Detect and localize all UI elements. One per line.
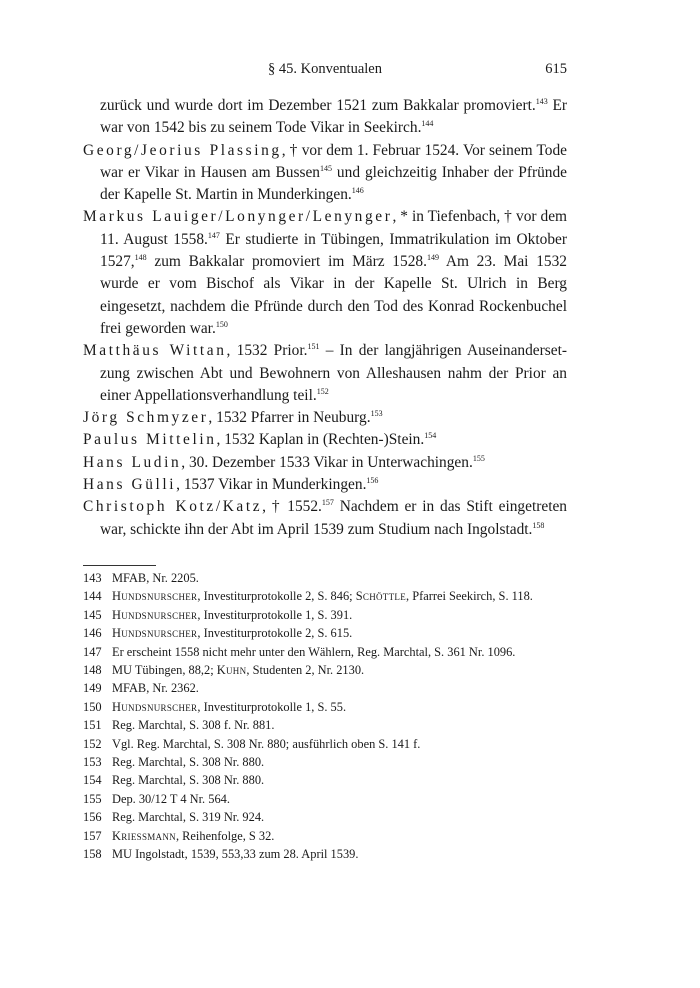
running-header <box>83 61 567 81</box>
footnote-reference: 149 <box>426 253 439 263</box>
entry-text: , 1532 Prior. <box>226 342 308 360</box>
footnote <box>83 790 567 808</box>
footnote-number: 154 <box>83 773 102 788</box>
footnote-reference: 157 <box>321 498 334 508</box>
footnote-text: Reg. Marchtal, S. 308 Nr. 880. <box>112 773 265 788</box>
footnote-text: , Investiturprotokolle 2, S. 846; <box>197 589 356 604</box>
entry-text: – In der langjährigen Auseinandersetzung zwischen Abt und Bewohnern von Alleshausen nahm der Prior an einer Appellationsverhandlung teil. <box>100 342 567 404</box>
footnote-number: 149 <box>83 681 102 696</box>
footnote-reference: 143 <box>535 97 548 106</box>
footnote-number: 147 <box>83 644 102 659</box>
footnote-text: Er erscheint 1558 nicht mehr unter den Wählern, Reg. Marchtal, S. 361 Nr. 1096. <box>112 644 516 659</box>
entry-paragraph <box>83 206 567 340</box>
person-name: Markus Lauiger/Lonynger/Lenynger <box>83 208 393 226</box>
footnote-reference: 156 <box>366 476 379 486</box>
footnote <box>83 698 567 716</box>
author-name: Hundsnurscher <box>112 589 198 604</box>
entry-paragraph <box>83 429 567 451</box>
person-name: Matthäus Wittan <box>83 342 227 360</box>
entry-paragraph <box>83 95 567 140</box>
footnote-reference: 155 <box>472 453 485 463</box>
entry-paragraph <box>83 407 567 429</box>
footnote <box>83 661 567 679</box>
footnotes <box>83 569 567 864</box>
footnote-number: 151 <box>83 718 102 733</box>
footnote-number: 145 <box>83 607 102 622</box>
footnote <box>83 735 567 753</box>
footnote-reference: 144 <box>421 119 434 129</box>
footnote <box>83 606 567 624</box>
author-name: Hundsnurscher <box>112 607 198 622</box>
footnote-text: MU Ingolstadt, 1539, 553,33 zum 28. April 1539. <box>112 847 359 862</box>
footnote-text: MU Tübingen, 88,2; <box>112 663 217 678</box>
footnote <box>83 643 567 661</box>
author-name: Kuhn <box>216 663 247 678</box>
footnote <box>83 679 567 697</box>
footnote-number: 148 <box>83 663 102 678</box>
footnote-text: Vgl. Reg. Marchtal, S. 308 Nr. 880; ausführlich oben S. 141 f. <box>112 736 421 751</box>
footnote <box>83 753 567 771</box>
entry-text: Nachdem er in das Stift eingetreten war, schickte ihn der Abt im April 1539 zum Studium nach Ingolstadt. <box>100 498 567 538</box>
author-name: Schöttle <box>355 589 406 604</box>
footnote-reference: 154 <box>424 431 437 441</box>
page-number: 615 <box>545 61 567 77</box>
footnote-number: 146 <box>83 626 102 641</box>
footnote-reference: 151 <box>307 342 320 352</box>
entry-text: , 1532 Kaplan in (Rechten-)Stein. <box>216 431 425 449</box>
running-title: § 45. Konventualen <box>268 61 382 77</box>
footnote <box>83 845 567 863</box>
footnote-reference: 147 <box>207 230 220 240</box>
entry-paragraph <box>83 496 567 541</box>
footnote-reference: 148 <box>134 253 147 263</box>
footnote-text: Reg. Marchtal, S. 308 f. Nr. 881. <box>112 718 275 733</box>
author-name: Kriessmann <box>112 828 176 843</box>
person-name: Paulus Mittelin <box>83 431 217 449</box>
person-name: Christoph Kotz/Katz <box>83 498 263 516</box>
entry-paragraph <box>83 140 567 207</box>
footnote-text: MFAB, Nr. 2205. <box>112 571 199 585</box>
entry-paragraph <box>83 452 567 474</box>
footnote <box>83 569 567 587</box>
entry-text: und gleichzeitig Inhaber der Pfründe der Kapelle St. Martin in Munderkingen. <box>100 163 567 204</box>
entry-paragraph <box>83 474 567 496</box>
footnote-text: , Studenten 2, Nr. 2130. <box>246 663 365 678</box>
footnote-text: MFAB, Nr. 2362. <box>112 681 199 696</box>
footnote <box>83 827 567 845</box>
footnote-reference: 152 <box>316 386 329 396</box>
footnote-number: 144 <box>83 589 102 604</box>
footnote-text: Reg. Marchtal, S. 308 Nr. 880. <box>112 755 265 770</box>
footnote-number: 152 <box>83 736 102 751</box>
entry-text: , † vor dem 1. Februar 1524. Vor seinem Tode war er Vikar in Hausen am Bussen <box>100 141 567 181</box>
entry-text: zum Bakkalar promoviert im März 1528. <box>146 253 427 271</box>
footnote-number: 153 <box>83 755 102 770</box>
entry-text: , † 1552. <box>262 498 322 516</box>
footnote-text: , Reihenfolge, S 32. <box>175 828 275 843</box>
entry-text: Er studierte in Tübingen, Immatrikulation im Oktober 1527, <box>100 230 567 271</box>
footnote-text: Reg. Marchtal, S. 319 Nr. 924. <box>112 810 265 825</box>
entry-paragraph <box>83 340 567 407</box>
footnote <box>83 808 567 826</box>
footnote-number: 158 <box>83 847 102 862</box>
entry-text: , 30. Dezember 1533 Vikar in Unterwachingen. <box>181 453 473 471</box>
person-name: Georg/Jeorius Plassing <box>83 141 282 159</box>
person-name: Hans Ludin <box>83 453 182 471</box>
footnote-reference: 153 <box>370 409 383 419</box>
footnote-number: 155 <box>83 791 102 806</box>
entry-text: , 1532 Pfarrer in Neuburg. <box>208 409 371 427</box>
main-text <box>83 95 567 541</box>
footnote <box>83 587 567 605</box>
author-name: Hundsnurscher <box>112 626 198 641</box>
footnote-text: , Investiturprotokolle 2, S. 615. <box>197 626 353 641</box>
footnote-text: , Investiturprotokolle 1, S. 391. <box>197 607 353 622</box>
entry-text: , 1537 Vikar in Munderkingen. <box>176 476 367 494</box>
footnote-reference: 146 <box>351 186 364 196</box>
footnote-text: , Pfarrei Seekirch, S. 118. <box>406 589 533 604</box>
footnote <box>83 624 567 642</box>
footnote-text: , Investiturprotokolle 1, S. 55. <box>197 699 347 714</box>
footnote-number: 156 <box>83 810 102 825</box>
footnote-separator <box>83 565 156 566</box>
author-name: Hundsnurscher <box>112 699 198 714</box>
footnote <box>83 771 567 789</box>
entry-text: , * in Tiefenbach, † vor dem 11. August 1558. <box>100 208 567 248</box>
footnote-number: 150 <box>83 699 102 714</box>
entry-text: Am 23. Mai 1532 wurde er vom Bischof als Vikar in der Kapelle St. Ulrich in Berg eingesetzt, nachdem die Pfründe durch den Tod des Konrad Rockenbuchel frei geworden war. <box>100 253 567 337</box>
footnote-number: 143 <box>83 571 102 585</box>
person-name: Jörg Schmyzer <box>83 409 209 427</box>
footnote-reference: 158 <box>532 520 545 530</box>
footnote-number: 157 <box>83 828 102 843</box>
footnote-reference: 150 <box>215 319 228 329</box>
entry-text: Er war von 1542 bis zu seinem Tode Vikar in Seekirch. <box>100 97 568 137</box>
footnote-text: Dep. 30/12 T 4 Nr. 564. <box>112 791 230 806</box>
person-name: Hans Gülli <box>83 476 177 494</box>
entry-text: zurück und wurde dort im Dezember 1521 zum Bakkalar promoviert. <box>100 97 536 114</box>
footnote <box>83 716 567 734</box>
footnote-reference: 145 <box>319 163 332 173</box>
